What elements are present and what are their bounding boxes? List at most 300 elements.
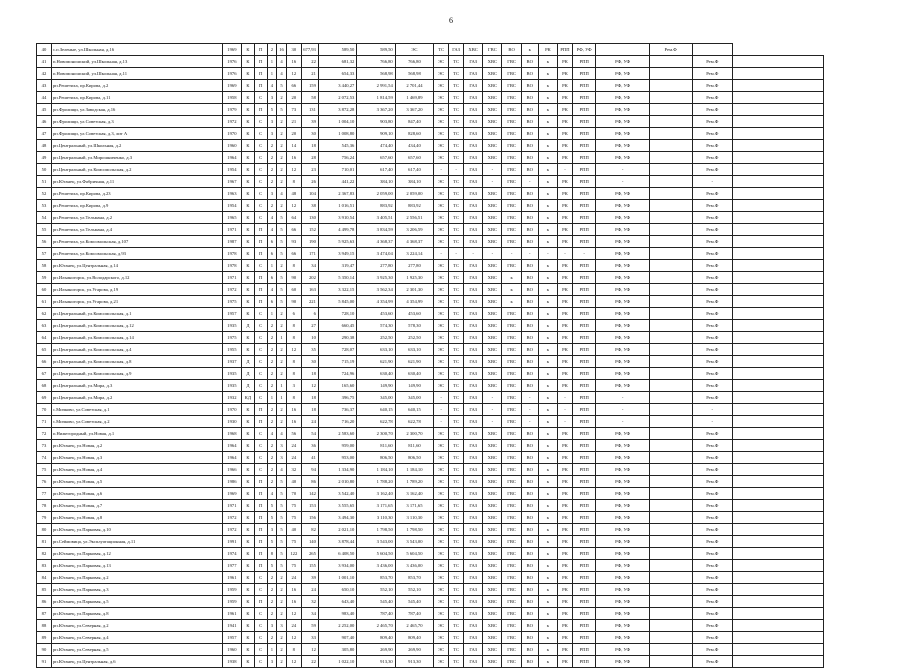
table-cell: 5 <box>267 512 277 524</box>
table-cell: 2 <box>267 632 277 644</box>
table-row <box>37 92 824 104</box>
table-cell: С <box>254 608 267 620</box>
table-cell: к <box>538 632 557 644</box>
table-cell: ТС <box>449 128 464 140</box>
table-cell: ГАЗ <box>464 260 483 272</box>
table-cell: С <box>254 632 267 644</box>
table-cell: 1 789,20 <box>395 476 433 488</box>
row-number-cell: 45 <box>37 104 52 116</box>
table-cell: 545,36 <box>318 140 356 152</box>
table-cell: 40 <box>286 524 301 536</box>
table-cell: ЭС <box>434 152 449 164</box>
table-cell: 82 <box>301 524 318 536</box>
table-cell: - <box>596 404 649 416</box>
table-cell: К <box>242 536 255 548</box>
table-cell: Рем.Ф <box>692 80 733 92</box>
table-cell: к <box>538 140 557 152</box>
row-number-cell: 59 <box>37 272 52 284</box>
table-cell: ГВС <box>502 128 521 140</box>
table-cell: 1930 <box>222 416 241 428</box>
table-cell: П <box>254 416 267 428</box>
table-cell: 809,40 <box>395 632 433 644</box>
table-cell: К <box>242 128 255 140</box>
table-cell: К <box>242 140 255 152</box>
table-cell: 3 834,59 <box>357 224 395 236</box>
table-cell: 3 <box>267 524 277 536</box>
table-cell: ВО <box>521 644 538 656</box>
table-cell <box>649 104 692 116</box>
table-cell: 4 <box>267 488 277 500</box>
table-cell: ЭС <box>434 308 449 320</box>
table-cell: 12 <box>286 656 301 668</box>
table-cell: 1 <box>267 644 277 656</box>
table-cell: 728,10 <box>318 308 356 320</box>
table-cell: ГАЗ <box>449 44 464 56</box>
table-cell: С <box>254 164 267 176</box>
table-cell: К <box>242 296 255 308</box>
table-cell: ВО <box>521 608 538 620</box>
table-cell: 716,20 <box>318 416 356 428</box>
table-cell: РПП <box>572 596 595 608</box>
table-cell: РФ, УФ <box>596 248 649 260</box>
table-cell: 728,07 <box>318 344 356 356</box>
table-cell: ЭС <box>434 536 449 548</box>
table-cell: ГВС <box>483 44 502 56</box>
table-cell: РК <box>558 116 573 128</box>
table-cell: - <box>483 248 502 260</box>
table-cell: 34 <box>301 260 318 272</box>
table-cell: ГАЗ <box>464 440 483 452</box>
table-cell: ХВС <box>483 320 502 332</box>
table-cell: 1 <box>267 260 277 272</box>
table-cell <box>649 344 692 356</box>
table-cell: РФ, УФ <box>596 440 649 452</box>
table-cell: 2 <box>277 416 287 428</box>
table-cell: ХВС <box>483 596 502 608</box>
table-cell: ТС <box>449 572 464 584</box>
table-cell: РК <box>558 632 573 644</box>
table-row <box>37 476 824 488</box>
table-cell: ХВС <box>483 68 502 80</box>
row-number-cell: 75 <box>37 464 52 476</box>
table-cell: к <box>538 440 557 452</box>
table-cell: 2 <box>277 320 287 332</box>
row-number-cell: 87 <box>37 608 52 620</box>
table-cell: К <box>242 524 255 536</box>
table-cell: 3 934,00 <box>318 560 356 572</box>
table-row <box>37 404 824 416</box>
table-cell: ГАЗ <box>464 548 483 560</box>
table-cell: 1978 <box>222 248 241 260</box>
table-cell: 34 <box>301 608 318 620</box>
table-cell: 1972 <box>222 284 241 296</box>
table-cell: ГАЗ <box>464 488 483 500</box>
table-row <box>37 608 824 620</box>
table-cell: Рем.Ф <box>692 212 733 224</box>
table-cell: П <box>254 536 267 548</box>
table-cell: 2 <box>267 476 277 488</box>
table-cell: Рем.Ф <box>692 488 733 500</box>
table-cell: 1959 <box>222 584 241 596</box>
table-cell: РФ, УФ <box>596 584 649 596</box>
table-cell: 3 <box>277 620 287 632</box>
table-row <box>37 452 824 464</box>
address-cell: рп.Юганец, ул.Новая, д.5 <box>51 476 222 488</box>
table-cell <box>649 284 692 296</box>
table-cell: 20 <box>286 128 301 140</box>
table-cell: ХВС <box>483 140 502 152</box>
table-cell: РПП <box>558 44 573 56</box>
row-number-cell: 42 <box>37 68 52 80</box>
table-cell: ВО <box>521 500 538 512</box>
table-cell: Рем.Ф <box>692 500 733 512</box>
table-cell: ГАЗ <box>464 188 483 200</box>
table-cell: 2 300,70 <box>357 428 395 440</box>
table-cell: П <box>254 104 267 116</box>
table-cell: ХВС <box>483 584 502 596</box>
table-cell: ТС <box>449 368 464 380</box>
table-row <box>37 584 824 596</box>
table-cell: 30 <box>301 356 318 368</box>
table-cell: к <box>538 200 557 212</box>
table-cell: ТС <box>449 356 464 368</box>
table-cell: 4 <box>277 68 287 80</box>
table-cell: 1955 <box>222 344 241 356</box>
table-cell: Рем.Ф <box>692 440 733 452</box>
table-cell: 3 440,27 <box>318 80 356 92</box>
table-cell <box>649 608 692 620</box>
table-cell <box>649 80 692 92</box>
table-cell: 2 <box>267 380 277 392</box>
table-cell <box>733 644 824 656</box>
table-row <box>37 140 824 152</box>
table-cell: 2 <box>277 128 287 140</box>
table-cell: 305,80 <box>318 644 356 656</box>
table-cell: РК <box>558 296 573 308</box>
table-row <box>37 380 824 392</box>
table-cell: ВО <box>521 188 538 200</box>
table-cell: 2 <box>277 632 287 644</box>
table-cell: ТС <box>449 644 464 656</box>
table-cell: РПП <box>572 548 595 560</box>
row-number-cell: 67 <box>37 368 52 380</box>
table-cell: РК <box>558 284 573 296</box>
table-cell: РПП <box>572 68 595 80</box>
table-cell: 453,60 <box>357 308 395 320</box>
table-row <box>37 224 824 236</box>
table-cell: к <box>538 296 557 308</box>
table-cell: 847,40 <box>395 116 433 128</box>
table-row <box>37 416 824 428</box>
address-cell: п.Нижегородный, ул.Новая, д.1 <box>51 428 222 440</box>
table-cell: 18 <box>301 368 318 380</box>
table-cell <box>649 380 692 392</box>
table-cell: К <box>242 44 255 56</box>
table-cell: РК <box>558 272 573 284</box>
table-cell <box>733 500 824 512</box>
table-cell: 190 <box>301 236 318 248</box>
table-cell: 24 <box>301 584 318 596</box>
table-cell: - <box>596 164 649 176</box>
table-cell: РПП <box>572 152 595 164</box>
table-cell: 630,40 <box>357 368 395 380</box>
table-cell: ХВС <box>483 296 502 308</box>
table-cell: Рем.Ф <box>692 152 733 164</box>
table-cell: К <box>242 608 255 620</box>
table-cell: ГАЗ <box>464 176 483 188</box>
table-cell <box>649 524 692 536</box>
table-cell: ЭС <box>434 200 449 212</box>
table-cell: РПП <box>572 344 595 356</box>
table-cell: ТС <box>449 500 464 512</box>
table-cell: 5 <box>277 296 287 308</box>
table-cell: к <box>538 524 557 536</box>
table-cell: РПП <box>572 380 595 392</box>
table-cell: Рем.Ф <box>692 392 733 404</box>
address-cell: рп.Ильиногорск, ул.Угарова, д.21 <box>51 296 222 308</box>
table-cell: 130 <box>301 212 318 224</box>
table-cell: РПП <box>572 92 595 104</box>
table-cell: ЭС <box>434 572 449 584</box>
table-cell: к <box>538 536 557 548</box>
table-cell: 3 224,14 <box>395 248 433 260</box>
table-cell: 39 <box>301 116 318 128</box>
table-cell: к <box>538 596 557 608</box>
table-cell: РПП <box>572 536 595 548</box>
table-cell: 5 <box>277 104 287 116</box>
table-cell: ВО <box>521 200 538 212</box>
table-cell: РПП <box>572 572 595 584</box>
row-number-cell: 70 <box>37 404 52 416</box>
table-cell: ГАЗ <box>464 104 483 116</box>
table-cell: к <box>538 368 557 380</box>
row-number-cell: 55 <box>37 224 52 236</box>
table-cell: ГАЗ <box>464 308 483 320</box>
row-number-cell: 53 <box>37 200 52 212</box>
table-cell: 60 <box>286 284 301 296</box>
table-cell: ХВС <box>483 368 502 380</box>
table-cell <box>733 260 824 272</box>
table-cell: РК <box>558 380 573 392</box>
table-cell <box>733 308 824 320</box>
table-cell: ЭС <box>434 224 449 236</box>
table-cell: РПП <box>572 620 595 632</box>
table-cell: 3 162,40 <box>357 488 395 500</box>
table-cell: ГВС <box>502 260 521 272</box>
table-cell: 12 <box>286 344 301 356</box>
table-cell: 710,01 <box>318 164 356 176</box>
table-cell: 171 <box>301 248 318 260</box>
table-cell: 4 <box>277 464 287 476</box>
table-cell: ГВС <box>502 476 521 488</box>
table-cell <box>733 536 824 548</box>
table-cell: ГАЗ <box>464 596 483 608</box>
table-cell: 16 <box>277 44 287 56</box>
table-cell: Рем.Ф <box>692 128 733 140</box>
table-cell: РФ, УФ <box>596 104 649 116</box>
table-cell: 1 008,80 <box>318 128 356 140</box>
table-cell: 1967 <box>222 176 241 188</box>
address-cell: рп.Юганец, ул.Центральная, д.14 <box>51 260 222 272</box>
table-cell: П <box>254 236 267 248</box>
table-cell: к <box>538 344 557 356</box>
table-cell: 16 <box>286 416 301 428</box>
table-cell <box>649 500 692 512</box>
table-cell: 1986 <box>222 476 241 488</box>
table-cell: РК <box>558 512 573 524</box>
table-cell: ГАЗ <box>464 524 483 536</box>
table-cell: РПП <box>572 644 595 656</box>
table-cell: 202 <box>301 272 318 284</box>
table-cell: 5 <box>277 80 287 92</box>
table-cell: ХВС <box>483 524 502 536</box>
table-cell: К <box>242 116 255 128</box>
table-cell: ХВС <box>483 332 502 344</box>
table-cell: ХВС <box>483 224 502 236</box>
table-cell: 2 <box>277 596 287 608</box>
table-cell: РФ, УФ <box>596 560 649 572</box>
table-cell: ВО <box>521 380 538 392</box>
table-cell <box>649 512 692 524</box>
table-cell: Рем.Ф <box>692 284 733 296</box>
table-cell: К <box>242 404 255 416</box>
table-cell: Рем.Ф <box>692 56 733 68</box>
table-cell: ЭС <box>434 260 449 272</box>
table-cell: ГАЗ <box>464 80 483 92</box>
table-cell: 8 <box>286 320 301 332</box>
table-cell: ВО <box>502 44 521 56</box>
table-cell: Рем.Ф <box>692 104 733 116</box>
table-cell: ЭС <box>434 476 449 488</box>
table-cell: РФ, УФ <box>596 140 649 152</box>
table-cell: 56 <box>286 428 301 440</box>
table-cell: ЭС <box>434 380 449 392</box>
table-cell: 59 <box>301 620 318 632</box>
table-cell: 1987 <box>222 236 241 248</box>
table-cell <box>733 380 824 392</box>
table-cell: к <box>538 548 557 560</box>
table-cell: ТС <box>449 68 464 80</box>
table-cell: ВО <box>521 212 538 224</box>
table-cell: ГВС <box>502 584 521 596</box>
table-cell: РПП <box>572 176 595 188</box>
table-cell: РФ, УФ <box>596 296 649 308</box>
table-cell: ХВС <box>483 308 502 320</box>
table-cell: 633,10 <box>395 344 433 356</box>
table-cell: 654,33 <box>318 68 356 80</box>
table-cell: С <box>254 368 267 380</box>
table-cell: ВО <box>521 440 538 452</box>
table-cell: ХВС <box>483 344 502 356</box>
table-cell: 396,75 <box>318 392 356 404</box>
table-cell: С <box>254 656 267 668</box>
row-number-cell: 62 <box>37 308 52 320</box>
table-cell: ЭС <box>434 92 449 104</box>
table-cell: 3 <box>267 128 277 140</box>
table-cell: ТС <box>434 44 449 56</box>
table-cell: ТС <box>449 188 464 200</box>
table-cell <box>649 236 692 248</box>
table-row <box>37 572 824 584</box>
table-cell: 12 <box>301 644 318 656</box>
table-cell: 2 465,70 <box>395 620 433 632</box>
table-cell: С <box>254 212 267 224</box>
table-cell: 5 <box>277 548 287 560</box>
table-cell: РФ, УФ <box>596 236 649 248</box>
table-cell: ВО <box>521 536 538 548</box>
table-cell: ЭС <box>434 620 449 632</box>
table-cell: ГВС <box>502 488 521 500</box>
table-cell: 1960 <box>222 140 241 152</box>
table-cell: 2 <box>277 200 287 212</box>
table-cell: РПП <box>572 188 595 200</box>
table-cell <box>733 224 824 236</box>
table-cell: 2 300,70 <box>395 428 433 440</box>
table-cell: 3 <box>267 92 277 104</box>
table-cell: ВО <box>521 356 538 368</box>
table-cell: ЭС <box>434 368 449 380</box>
table-cell: С <box>254 308 267 320</box>
row-number-cell: 86 <box>37 596 52 608</box>
table-cell: РК <box>558 524 573 536</box>
table-cell: С <box>254 116 267 128</box>
table-cell: 715,19 <box>318 356 356 368</box>
table-cell: РК <box>558 92 573 104</box>
table-row <box>37 536 824 548</box>
address-cell: рп.Юганец, ул.Северная, д.2 <box>51 620 222 632</box>
table-row <box>37 392 824 404</box>
table-cell: РФ, УФ <box>596 428 649 440</box>
table-cell: 1 001,10 <box>318 572 356 584</box>
table-cell: РФ, УФ <box>596 656 649 668</box>
table-cell <box>649 476 692 488</box>
table-cell: 4 368,37 <box>357 236 395 248</box>
table-cell: к <box>538 116 557 128</box>
table-row <box>37 632 824 644</box>
table-cell: РФ, УФ <box>596 68 649 80</box>
table-cell: 2 <box>267 152 277 164</box>
table-cell: 1 022,10 <box>318 656 356 668</box>
table-cell: ВО <box>521 224 538 236</box>
table-cell: Рем.Ф <box>692 332 733 344</box>
table-cell: 2 <box>267 368 277 380</box>
table-cell: ЭС <box>434 68 449 80</box>
table-cell: РПП <box>572 128 595 140</box>
table-cell: 1 <box>267 392 277 404</box>
table-cell: 6 <box>267 296 277 308</box>
table-cell <box>649 464 692 476</box>
table-cell: 622,78 <box>395 416 433 428</box>
table-cell: 22 <box>301 56 318 68</box>
table-cell: 1977 <box>222 560 241 572</box>
table-cell: ГВС <box>502 92 521 104</box>
table-cell: 21 <box>301 68 318 80</box>
table-cell: С <box>254 92 267 104</box>
table-cell: П <box>254 404 267 416</box>
table-cell <box>649 596 692 608</box>
table-cell: ГВС <box>502 524 521 536</box>
table-cell: ГВС <box>502 620 521 632</box>
address-cell: рп.Центральный, ул.Комсомольская, д.2 <box>51 164 222 176</box>
table-cell: к <box>538 488 557 500</box>
table-cell: Рем.Ф <box>692 248 733 260</box>
table-cell: 5 <box>277 488 287 500</box>
table-cell <box>649 308 692 320</box>
table-cell: ГВС <box>502 56 521 68</box>
table-cell: РК <box>558 56 573 68</box>
table-cell: РФ, УФ <box>596 284 649 296</box>
table-cell: РК <box>558 488 573 500</box>
